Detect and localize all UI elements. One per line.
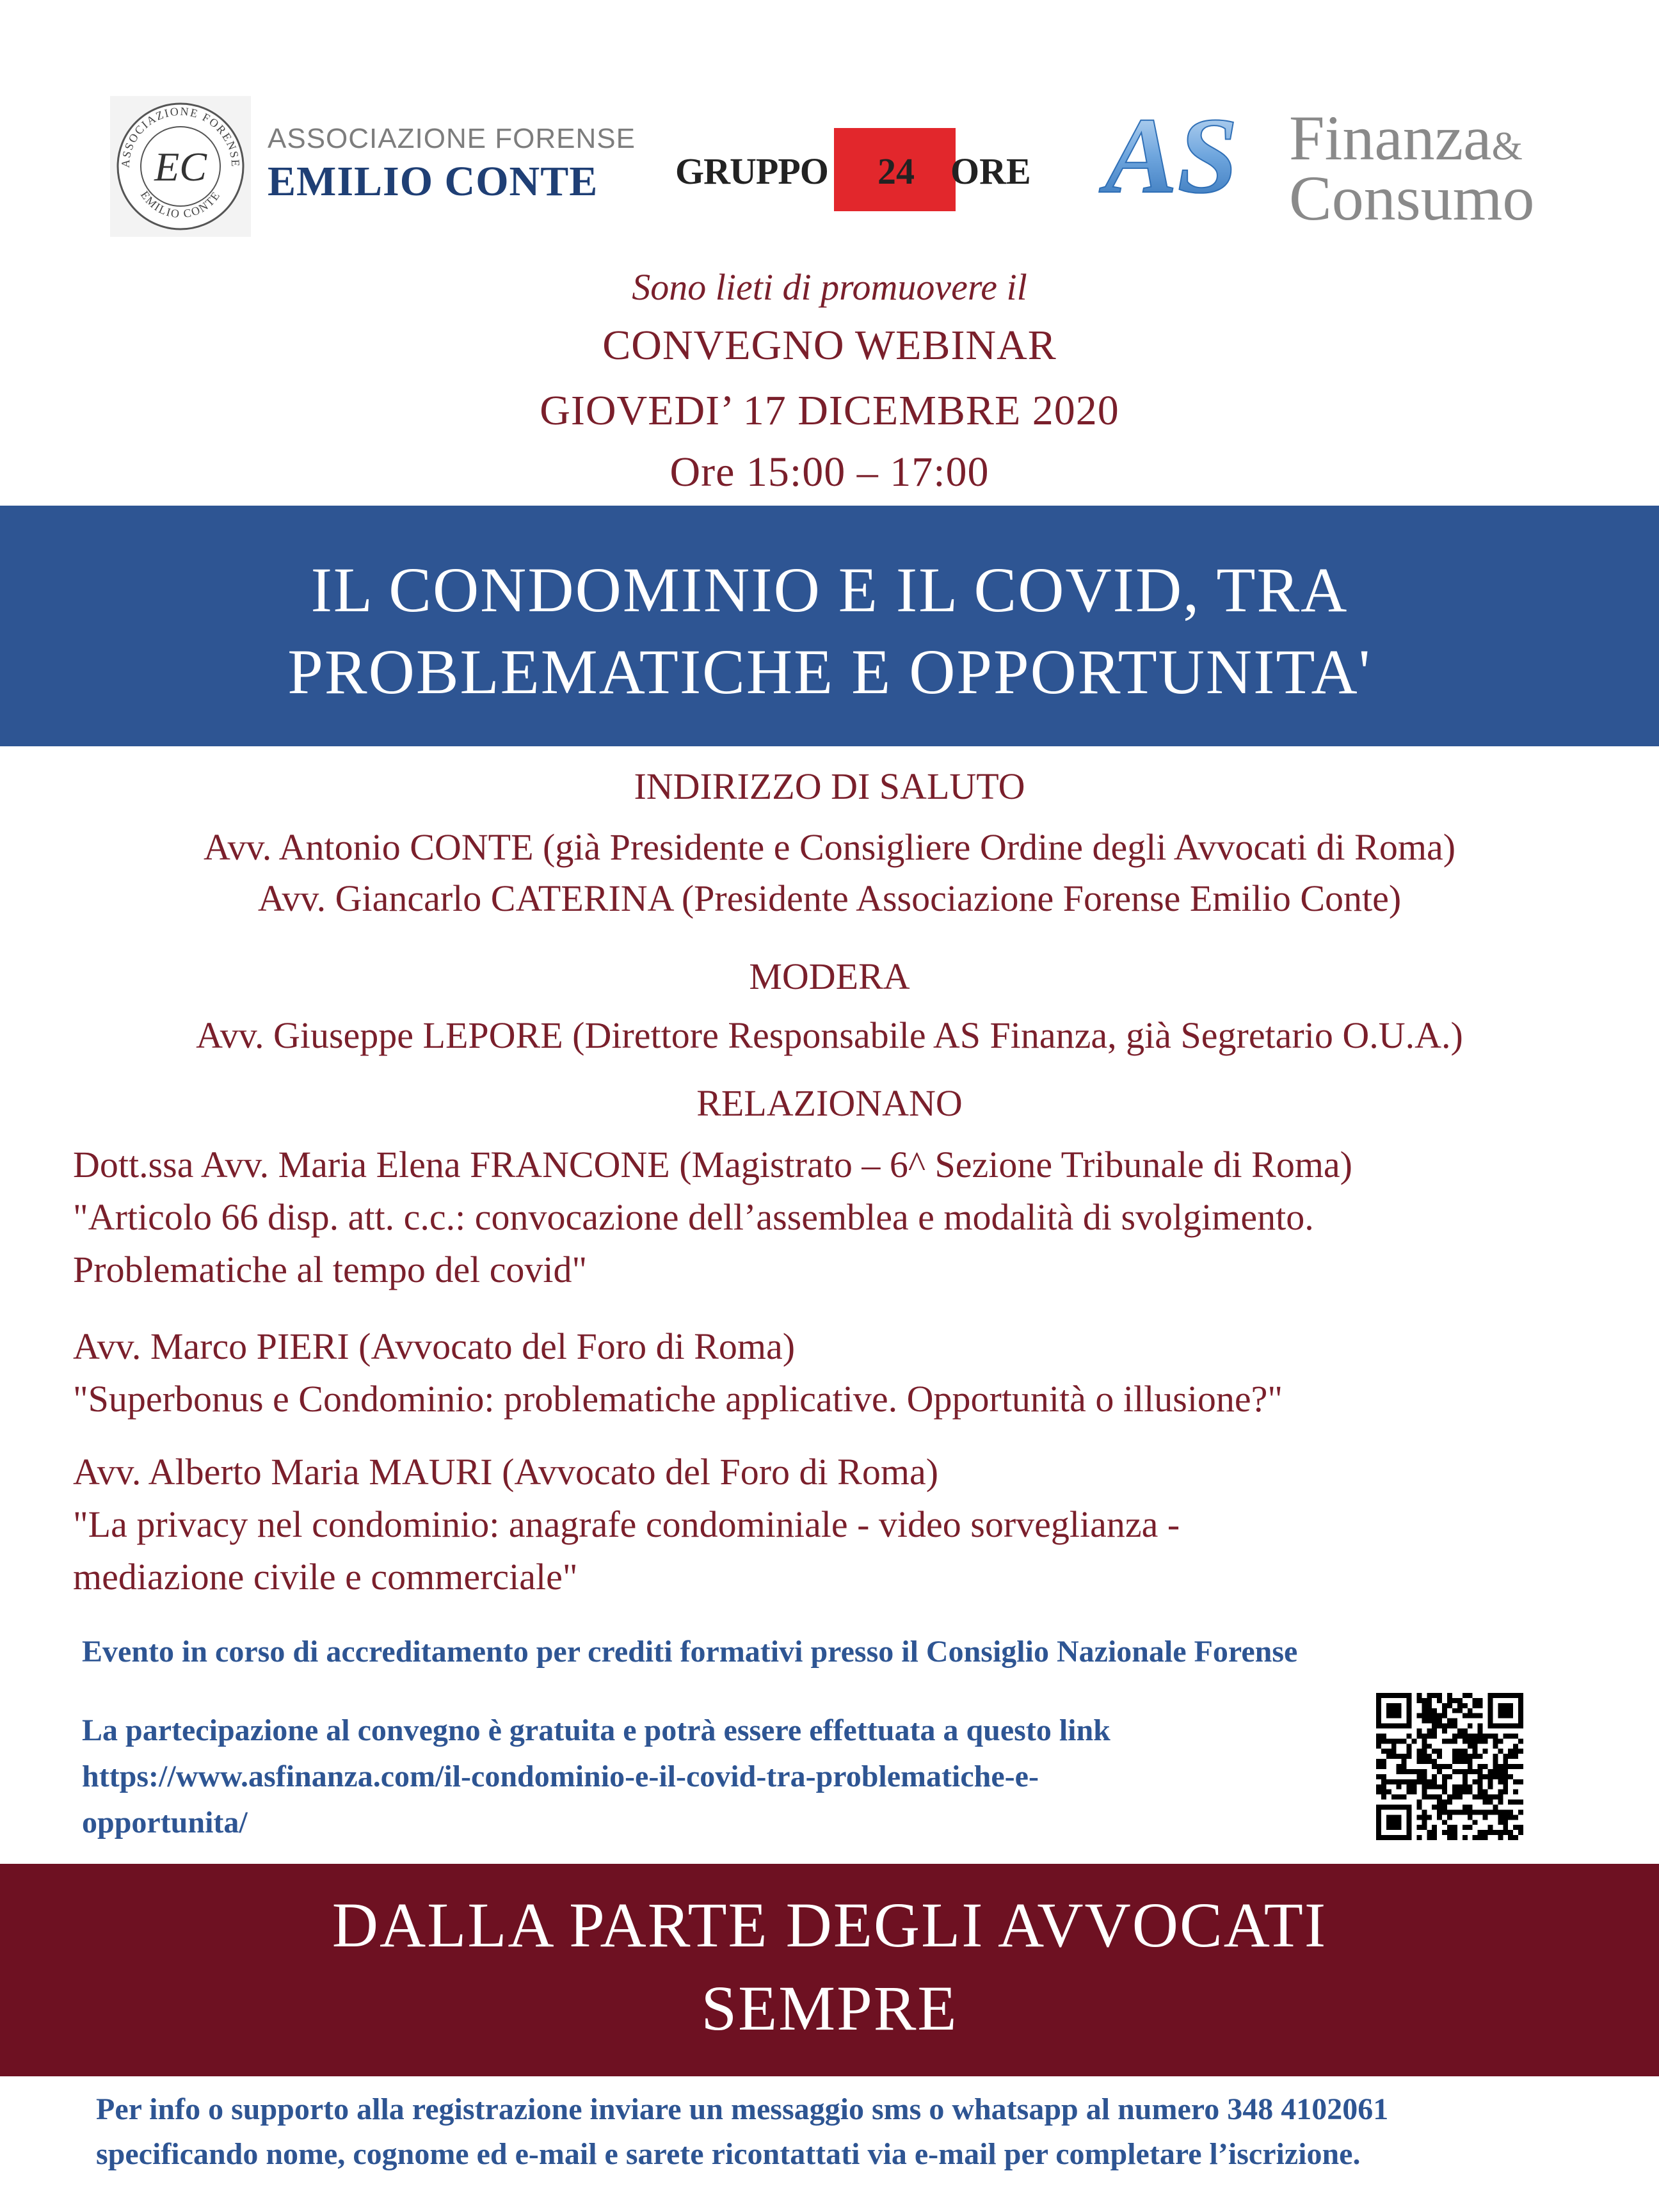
relazionano-heading: RELAZIONANO <box>696 1082 963 1124</box>
event-time: Ore 15:00 – 17:00 <box>669 449 990 495</box>
gruppo24ore-part1: GRUPPO <box>675 150 828 192</box>
info-line1: Per info o supporto alla registrazione inviare un messaggio sms o whatsapp al numero 348 4102061 <box>96 2092 1389 2126</box>
event-date: GIOVEDI’ 17 DICEMBRE 2020 <box>540 387 1119 434</box>
saluto-heading: INDIRIZZO DI SALUTO <box>634 765 1025 807</box>
event-title <box>0 549 1659 713</box>
participation-note: La partecipazione al convegno è gratuita e potrà essere effettuata a questo link <box>82 1713 1110 1747</box>
as-monogram-text: AS <box>1105 102 1238 211</box>
speaker-1-talk-line1: "Articolo 66 disp. att. c.c.: convocazione dell’assemblea e modalità di svolgimento. <box>73 1196 1314 1238</box>
gruppo24ore-logo <box>675 128 1031 211</box>
as-finanza-word: Finanza <box>1289 102 1492 173</box>
seal-text-bottom: EMILIO CONTE <box>138 188 223 221</box>
event-title-line1: IL CONDOMINIO E IL COVID, TRA <box>310 554 1349 625</box>
speaker-2-talk-line1: "Superbonus e Condominio: problematiche applicative. Opportunità o illusione?" <box>73 1378 1283 1420</box>
seal-monogram: EC <box>154 144 207 189</box>
speaker-1-name: Dott.ssa Avv. Maria Elena FRANCONE (Magistrato – 6^ Sezione Tribunale di Roma) <box>73 1144 1352 1185</box>
speaker-3-talk-line2: mediazione civile e commerciale" <box>73 1556 578 1598</box>
modera-heading: MODERA <box>749 956 910 997</box>
seal-text-top: ASSOCIAZIONE FORENSE <box>118 104 243 168</box>
registration-link-line2[interactable]: opportunita/ <box>82 1806 248 1839</box>
event-title-line2: PROBLEMATICHE E OPPORTUNITA' <box>287 636 1372 707</box>
as-monogram-logo <box>1082 102 1261 211</box>
intro-text: Sono lieti di promuovere il <box>632 266 1027 308</box>
moderator: Avv. Giuseppe LEPORE (Direttore Responsabile AS Finanza, già Segretario O.U.A.) <box>196 1014 1463 1056</box>
emilio-conte-logo-line1: ASSOCIAZIONE FORENSE <box>268 123 636 154</box>
gruppo24ore-part2: ORE <box>950 150 1031 192</box>
speaker-1-talk-line2: Problematiche al tempo del covid" <box>73 1249 588 1290</box>
slogan-line1: DALLA PARTE DEGLI AVVOCATI <box>332 1889 1327 1960</box>
saluto-speaker-2: Avv. Giancarlo CATERINA (Presidente Associazione Forense Emilio Conte) <box>257 878 1402 919</box>
info-line2: specificando nome, cognome ed e-mail e sarete ricontattati via e-mail per completare l’iscrizione. <box>96 2137 1361 2171</box>
speaker-2-name: Avv. Marco PIERI (Avvocato del Foro di Roma) <box>73 1326 796 1367</box>
qr-code-icon[interactable] <box>1376 1693 1523 1840</box>
as-finanza-amp: & <box>1491 125 1523 168</box>
speaker-3-name: Avv. Alberto Maria MAURI (Avvocato del Foro di Roma) <box>73 1451 939 1493</box>
registration-link-line1[interactable]: https://www.asfinanza.com/il-condominio-e-il-covid-tra-problematiche-e- <box>82 1759 1039 1793</box>
event-type: CONVEGNO WEBINAR <box>602 322 1057 369</box>
accreditation-note: Evento in corso di accreditamento per crediti formativi presso il Consiglio Nazionale Forense <box>82 1635 1298 1669</box>
as-finanza-logo-line2: Consumo <box>1289 163 1535 234</box>
emilio-conte-seal-logo <box>110 96 251 237</box>
gruppo24ore-number: 24 <box>878 150 915 192</box>
slogan-line2: SEMPRE <box>701 1973 958 2044</box>
saluto-speaker-1: Avv. Antonio CONTE (già Presidente e Consigliere Ordine degli Avvocati di Roma) <box>203 826 1456 868</box>
speaker-3-talk-line1: "La privacy nel condominio: anagrafe condominiale - video sorveglianza - <box>73 1503 1180 1545</box>
emilio-conte-logo-line2: EMILIO CONTE <box>268 158 598 205</box>
